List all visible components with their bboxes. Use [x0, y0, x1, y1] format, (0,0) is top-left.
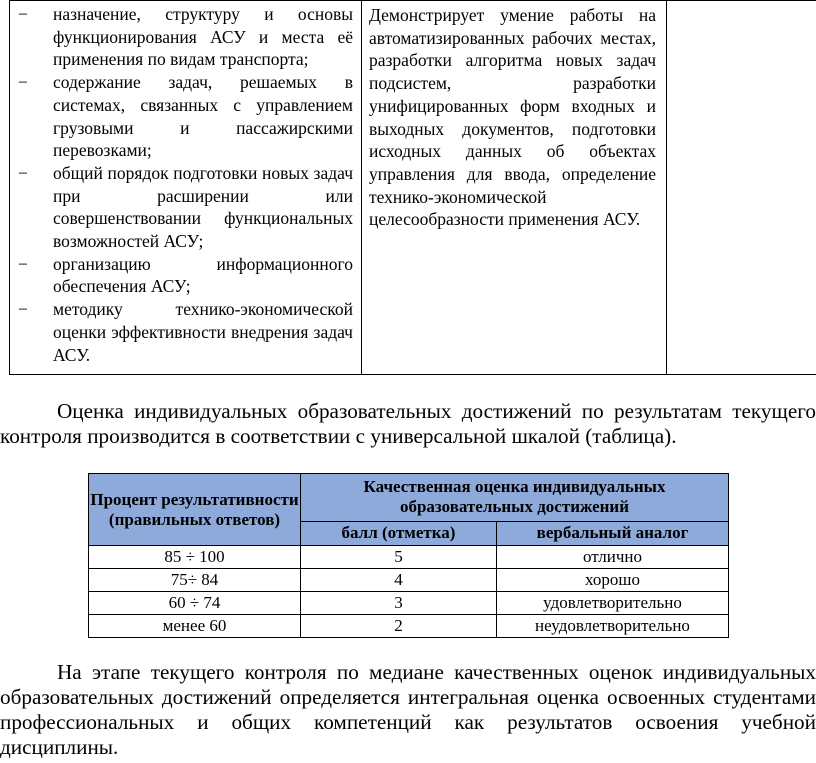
- dash-bullet: −: [18, 299, 28, 320]
- list-item: [18, 162, 353, 253]
- score-cell: 4: [301, 569, 497, 592]
- knowledge-cell: [10, 1, 362, 375]
- dash-bullet: −: [18, 4, 28, 24]
- verbal-cell: хорошо: [497, 569, 729, 592]
- header-score: балл (отметка): [301, 521, 497, 545]
- range-cell: 60 ÷ 74: [89, 592, 301, 615]
- skills-text: Демонстрирует умение работы на автоматизированных рабочих местах, разработки алгоритма новых задач подсистем, разработки унифицированных форм входных и выходных документов, подготовки исходных данных об объектах управления для ввода, определение технико-экономической целесообразности применения АСУ.: [369, 5, 656, 230]
- list-item: [18, 298, 353, 366]
- grade-scale-table: [88, 473, 729, 638]
- empty-cell: [667, 1, 816, 375]
- competency-table: [9, 0, 816, 375]
- list-item-text: назначение, структуру и основы функционирования АСУ и места её применения по видам транспорта;: [53, 4, 353, 70]
- dash-bullet: −: [18, 162, 28, 183]
- knowledge-list: [10, 1, 361, 366]
- skills-cell: [362, 1, 667, 375]
- range-cell: 85 ÷ 100: [89, 546, 301, 569]
- table-row: [89, 569, 729, 592]
- header-percent: Процент результативности (правильных ответов): [89, 474, 301, 546]
- list-item-text: организацию информационного обеспечения АСУ;: [53, 253, 353, 297]
- score-cell: 5: [301, 546, 497, 569]
- header-quality: Качественная оценка индивидуальных образовательных достижений: [301, 474, 729, 522]
- score-cell: 2: [301, 615, 497, 638]
- verbal-cell: отлично: [497, 546, 729, 569]
- range-cell: 75÷ 84: [89, 569, 301, 592]
- verbal-cell: удовлетворительно: [497, 592, 729, 615]
- verbal-cell: неудовлетворительно: [497, 615, 729, 638]
- table-row: [89, 546, 729, 569]
- score-cell: 3: [301, 592, 497, 615]
- range-cell: менее 60: [89, 615, 301, 638]
- list-item: [18, 253, 353, 298]
- list-item-text: методику технико-экономической оценки эффективности внедрения задач АСУ.: [53, 299, 353, 365]
- grade-header-row: [89, 474, 729, 522]
- list-item: [18, 71, 353, 162]
- list-item-text: содержание задач, решаемых в системах, связанных с управлением грузовыми и пассажирскими перевозками;: [53, 72, 353, 161]
- list-item: [18, 3, 353, 71]
- dash-bullet: −: [18, 72, 28, 93]
- paragraph-evaluation: Оценка индивидуальных образовательных достижений по результатам текущего контроля производится в соответствии с универсальной шкалой (таблица).: [0, 399, 816, 448]
- header-verbal: вербальный аналог: [497, 521, 729, 545]
- paragraph-integral-assessment: На этапе текущего контроля по медиане качественных оценок индивидуальных образовательных достижений определяется интегральная оценка освоенных студентами профессиональных и общих компетенций как результатов освоения учебной дисциплины.: [0, 660, 816, 759]
- competency-row: [10, 1, 816, 375]
- table-row: [89, 615, 729, 638]
- list-item-text: общий порядок подготовки новых задач при расширении или совершенствовании функциональных возможностей АСУ;: [53, 162, 353, 252]
- dash-bullet: −: [18, 253, 28, 274]
- table-row: [89, 592, 729, 615]
